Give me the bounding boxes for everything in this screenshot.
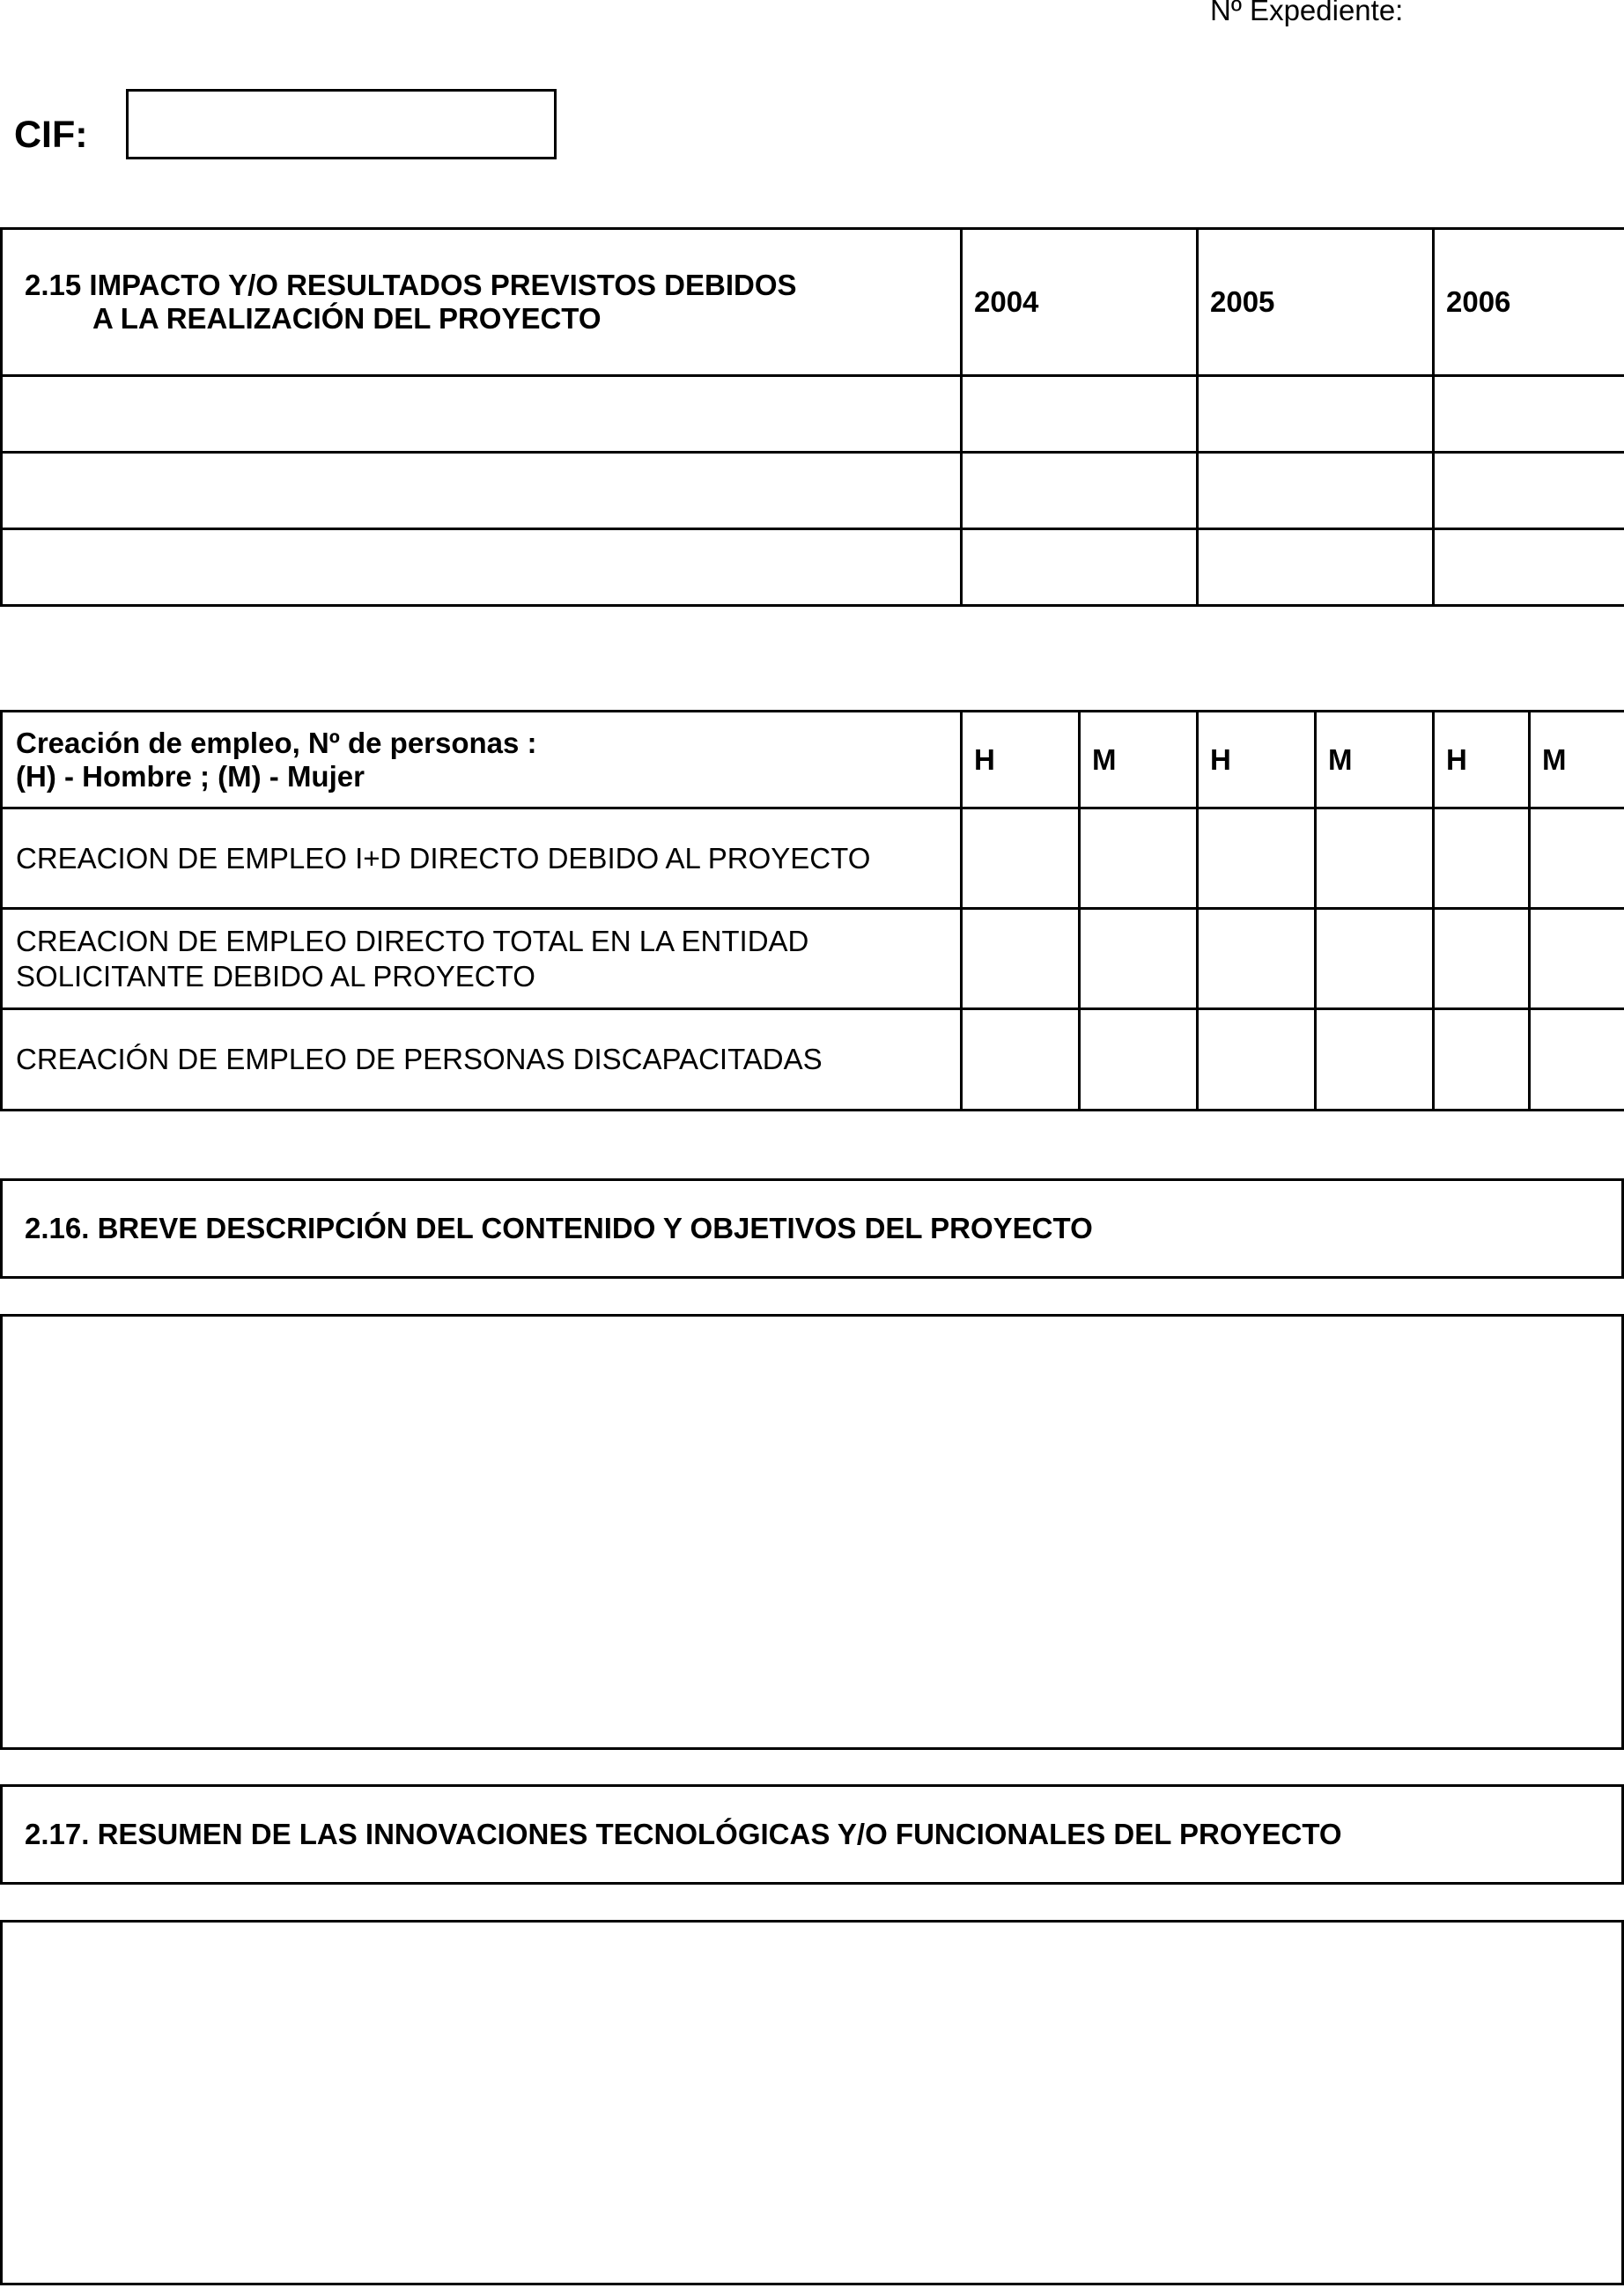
impact-row-1-2005[interactable]	[1198, 376, 1434, 453]
section-216-textarea[interactable]	[0, 1314, 1624, 1750]
cif-field[interactable]	[126, 89, 557, 159]
year-header-2005: 2005	[1198, 229, 1434, 376]
impact-row-1-2004[interactable]	[962, 376, 1198, 453]
employment-title-line2: (H) - Hombre ; (M) - Mujer	[16, 759, 365, 793]
employment-cell[interactable]	[1530, 1009, 1624, 1111]
employment-cell[interactable]	[962, 909, 1080, 1009]
impact-title	[2, 229, 962, 376]
col-header-m-2006: M	[1530, 712, 1624, 808]
section-217-header: 2.17. RESUMEN DE LAS INNOVACIONES TECNOLÓGICAS Y/O FUNCIONALES DEL PROYECTO	[0, 1784, 1624, 1885]
expediente-label: Nº Expediente:	[1210, 0, 1404, 26]
table-row	[2, 529, 1624, 606]
employment-cell[interactable]	[1434, 909, 1530, 1009]
employment-cell[interactable]	[1198, 808, 1316, 909]
employment-row-2-line1: CREACION DE EMPLEO DIRECTO TOTAL EN LA ENTIDAD	[16, 924, 809, 957]
employment-cell[interactable]	[1198, 1009, 1316, 1111]
impact-row-3-2006[interactable]	[1434, 529, 1624, 606]
employment-row-label	[2, 1009, 962, 1111]
employment-row-1-line1: CREACION DE EMPLEO I+D DIRECTO DEBIDO AL PROYECTO	[16, 841, 871, 875]
table-row	[2, 453, 1624, 529]
employment-cell[interactable]	[962, 808, 1080, 909]
col-header-h-2006: H	[1434, 712, 1530, 808]
employment-cell[interactable]	[1080, 909, 1198, 1009]
employment-cell[interactable]	[1530, 909, 1624, 1009]
impact-row-2-2004[interactable]	[962, 453, 1198, 529]
impact-row-3-2004[interactable]	[962, 529, 1198, 606]
employment-cell[interactable]	[1316, 808, 1434, 909]
impact-row-1-label[interactable]	[2, 376, 962, 453]
employment-cell[interactable]	[962, 1009, 1080, 1111]
employment-row-2-line2: SOLICITANTE DEBIDO AL PROYECTO	[16, 959, 535, 993]
employment-cell[interactable]	[1530, 808, 1624, 909]
table-row	[2, 376, 1624, 453]
employment-header-row	[2, 712, 1624, 808]
impact-row-1-2006[interactable]	[1434, 376, 1624, 453]
col-header-h-2004: H	[962, 712, 1080, 808]
table-row	[2, 1009, 1624, 1111]
impact-header-row	[2, 229, 1624, 376]
employment-cell[interactable]	[1316, 909, 1434, 1009]
employment-title-line1: Creación de empleo, Nº de personas :	[16, 726, 537, 759]
section-216-header: 2.16. BREVE DESCRIPCIÓN DEL CONTENIDO Y OBJETIVOS DEL PROYECTO	[0, 1178, 1624, 1279]
impact-row-3-2005[interactable]	[1198, 529, 1434, 606]
section-217-textarea[interactable]	[0, 1920, 1624, 2285]
impact-title-line2: A LA REALIZACIÓN DEL PROYECTO	[92, 302, 602, 335]
col-header-m-2004: M	[1080, 712, 1198, 808]
employment-cell[interactable]	[1198, 909, 1316, 1009]
col-header-m-2005: M	[1316, 712, 1434, 808]
impact-row-2-label[interactable]	[2, 453, 962, 529]
table-row	[2, 909, 1624, 1009]
employment-cell[interactable]	[1434, 808, 1530, 909]
employment-cell[interactable]	[1434, 1009, 1530, 1111]
impact-row-3-label[interactable]	[2, 529, 962, 606]
impact-row-2-2005[interactable]	[1198, 453, 1434, 529]
col-header-h-2005: H	[1198, 712, 1316, 808]
employment-row-label	[2, 808, 962, 909]
table-row	[2, 808, 1624, 909]
employment-cell[interactable]	[1080, 808, 1198, 909]
employment-row-3-line1: CREACIÓN DE EMPLEO DE PERSONAS DISCAPACITADAS	[16, 1043, 823, 1075]
employment-title	[2, 712, 962, 808]
impact-table	[0, 227, 1624, 607]
impact-row-2-2006[interactable]	[1434, 453, 1624, 529]
employment-cell[interactable]	[1080, 1009, 1198, 1111]
employment-table	[0, 710, 1624, 1111]
cif-label: CIF:	[14, 114, 88, 156]
employment-row-label	[2, 909, 962, 1009]
impact-title-line1: 2.15 IMPACTO Y/O RESULTADOS PREVISTOS DEBIDOS	[25, 269, 797, 301]
employment-cell[interactable]	[1316, 1009, 1434, 1111]
year-header-2004: 2004	[962, 229, 1198, 376]
year-header-2006: 2006	[1434, 229, 1624, 376]
